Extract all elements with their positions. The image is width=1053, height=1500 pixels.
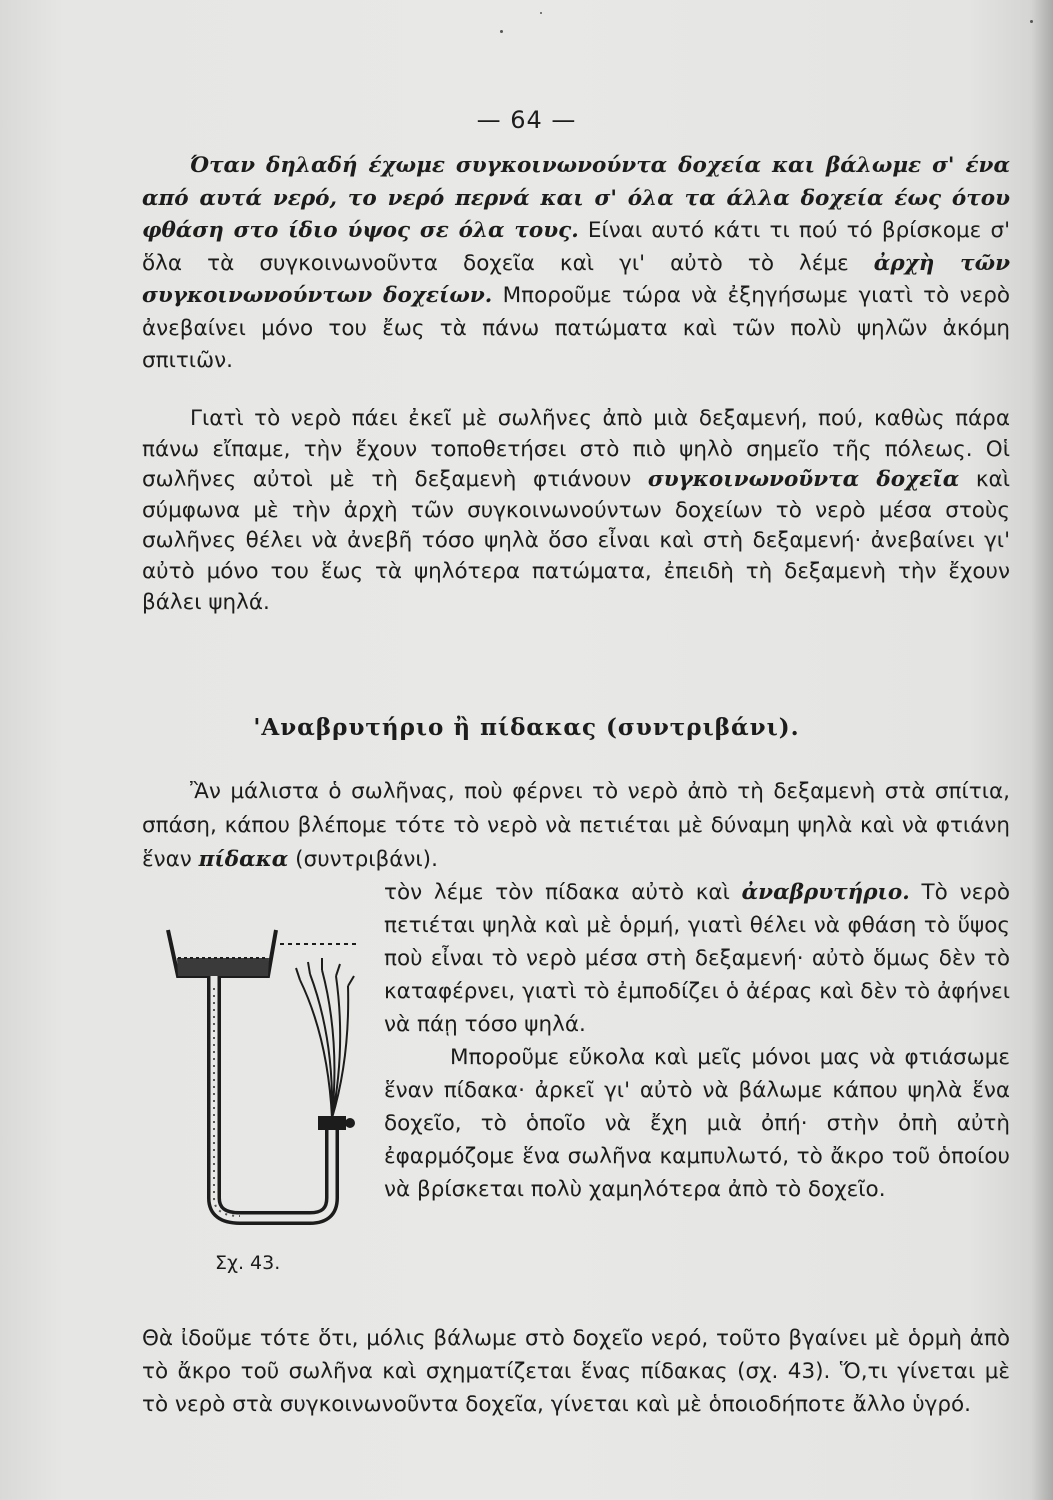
paragraph-text-c: Μποροῦμε εὔκολα καὶ μεῖς μόνοι μας νὰ φτιάσωμε ἕναν πίδακα· ἀρκεῖ γι' αὐτὸ νὰ βάλωμε κάπου ψηλὰ ἕνα δοχεῖο, τὸ ὁποῖο νὰ ἔχη μιὰ ὀπή· στὴν ὀπὴ αὐτὴ ἐφαρμόζομε ἕνα σωλῆνα καμπυλωτό, τὸ ἄκρο τοῦ ὁποίου νὰ βρίσκεται πολὺ χαμηλότερα ἀπὸ τὸ δοχεῖο. [384,1045,1010,1202]
paragraph-text [142,775,1010,877]
paragraph-text-a: Γιατὶ τὸ νερὸ πάει ἐκεῖ μὲ σωλῆνες ἀπὸ μιὰ δεξαμενή, πού, καθὼς πάρα πάνω εἴπαμε, τὴν ἔχουν τοποθετήσει στὸ πιὸ ψηλὸ σημεῖο τῆς πόλεως. Οἱ σωλῆνες αὐτοὶ μὲ τὴ δεξαμενὴ φτιάνουν [142,406,1010,493]
paragraph-conclusion [142,1322,1010,1421]
paragraph-text: Θὰ ἰδοῦμε τότε ὅτι, μόλις βάλωμε στὸ δοχεῖο νερό, τοῦτο βγαίνει μὲ ὁρμὴ ἀπὸ τὸ ἄκρο τοῦ σωλῆνα καὶ σχηματίζεται ἕνας πίδακας (σχ. 43). Ὅ,τι γίνεται μὲ τὸ νερὸ στὰ συγκοινωνοῦντα δοχεῖα, γίνεται καὶ μὲ ὁποιοδήποτε ἄλλο ὑγρό. [142,1326,1010,1417]
paragraph-text [142,404,1010,618]
figure-caption: Σχ. 43. [215,1252,281,1274]
page-number: — 64 — [476,106,577,134]
dust-speck [1030,20,1033,23]
paragraph-text-b: (συντριβάνι). [288,847,438,872]
paragraph-beside-figure [384,876,1010,1206]
dust-speck [540,12,542,14]
paragraph-text-b: Μποροῦμε τώρα νὰ ἐξηγήσωμε γιατὶ τὸ νερὸ ἀνεβαίνει μόνο του ἔως τὰ πάνω πατώματα καὶ τῶν πολὺ ψηλῶν ἀκόμη σπιτιῶν. [142,283,1010,373]
paragraph-text-a: Είναι αυτό κάτι τι πού τό βρίσκομε σ' ὅλα τὰ συγκοινωνοῦντα δοχεῖα καὶ γι' αὐτὸ τὸ λέμε [142,218,1010,276]
paragraph-text [142,150,1010,378]
paragraph-text [384,876,1010,1041]
paragraph-text-a: τὸν λέμε τὸν πίδακα αὐτὸ καὶ [384,880,742,905]
fountain-figure [150,918,360,1238]
paragraph-text-b: Τὸ νερὸ πετιέται ψηλὰ καὶ μὲ ὁρμή, γιατὶ θέλει νὰ φθάση τὸ ὕψος ποὺ εἶναι τὸ νερὸ μέσα στὴ δεξαμενή· αὐτὸ ὅμως δὲν τὸ καταφέρνει, γιατὶ τὸ ἐμποδίζει ὁ ἀέρας καὶ δὲν τὸ ἀφήνει νὰ πάῃ τόσο ψηλά. [384,880,1010,1037]
bold-term: ἀρχὴ τῶν συγκοινωνούντων δοχείων. [142,250,1010,308]
paragraph-text-a: Ἂν μάλιστα ὁ σωλῆνας, ποὺ φέρνει τὸ νερὸ ἀπὸ τὴ δεξαμενὴ στὰ σπίτια, σπάση, κάπου βλέπομε τότε τὸ νερὸ νὰ πετιέται μὲ δύναμη ψηλὰ καὶ νὰ φτιάνη ἕναν [142,779,1010,872]
bold-intro: Όταν δηλαδή έχωμε συγκοινωνούντα δοχεία και βάλωμε σ' ένα από αυτά νερό, το νερό περνά και σ' όλα τα άλλα δοχεία έως ότου φθάση στο ίδιο ύψος σε όλα τους. [142,153,1010,243]
paragraph-water-tank [142,404,1010,618]
bold-term: πίδακα [198,847,289,872]
dust-speck [500,30,503,33]
bold-term: ἀναβρυτήριο. [741,880,910,905]
paragraph-communicating-vessels [142,150,1010,378]
page-edge-shadow [1031,0,1053,1500]
paragraph-fountain-intro [142,775,1010,877]
paragraph-text-b: καὶ σύμφωνα μὲ τὴν ἀρχὴ τῶν συγκοινωνούντων δοχείων τὸ νερὸ μέσα στοὺς σωλῆνες θέλει νὰ ἀνεβῆ τόσο ψηλὰ ὅσο εἶναι καὶ στὴ δεξαμενή· ἀνεβαίνει γι' αὐτὸ μόνο του ἕως τὰ ψηλότερα πατώματα, ἐπειδὴ τὴ δεξαμενὴ τὴν ἔχουν βάλει ψηλά. [142,467,1010,615]
bold-term: συγκοινωνοῦντα δοχεῖα [647,467,960,493]
section-heading: 'Αναβρυτήριο ἢ πίδακας (συντριβάνι). [253,714,800,741]
